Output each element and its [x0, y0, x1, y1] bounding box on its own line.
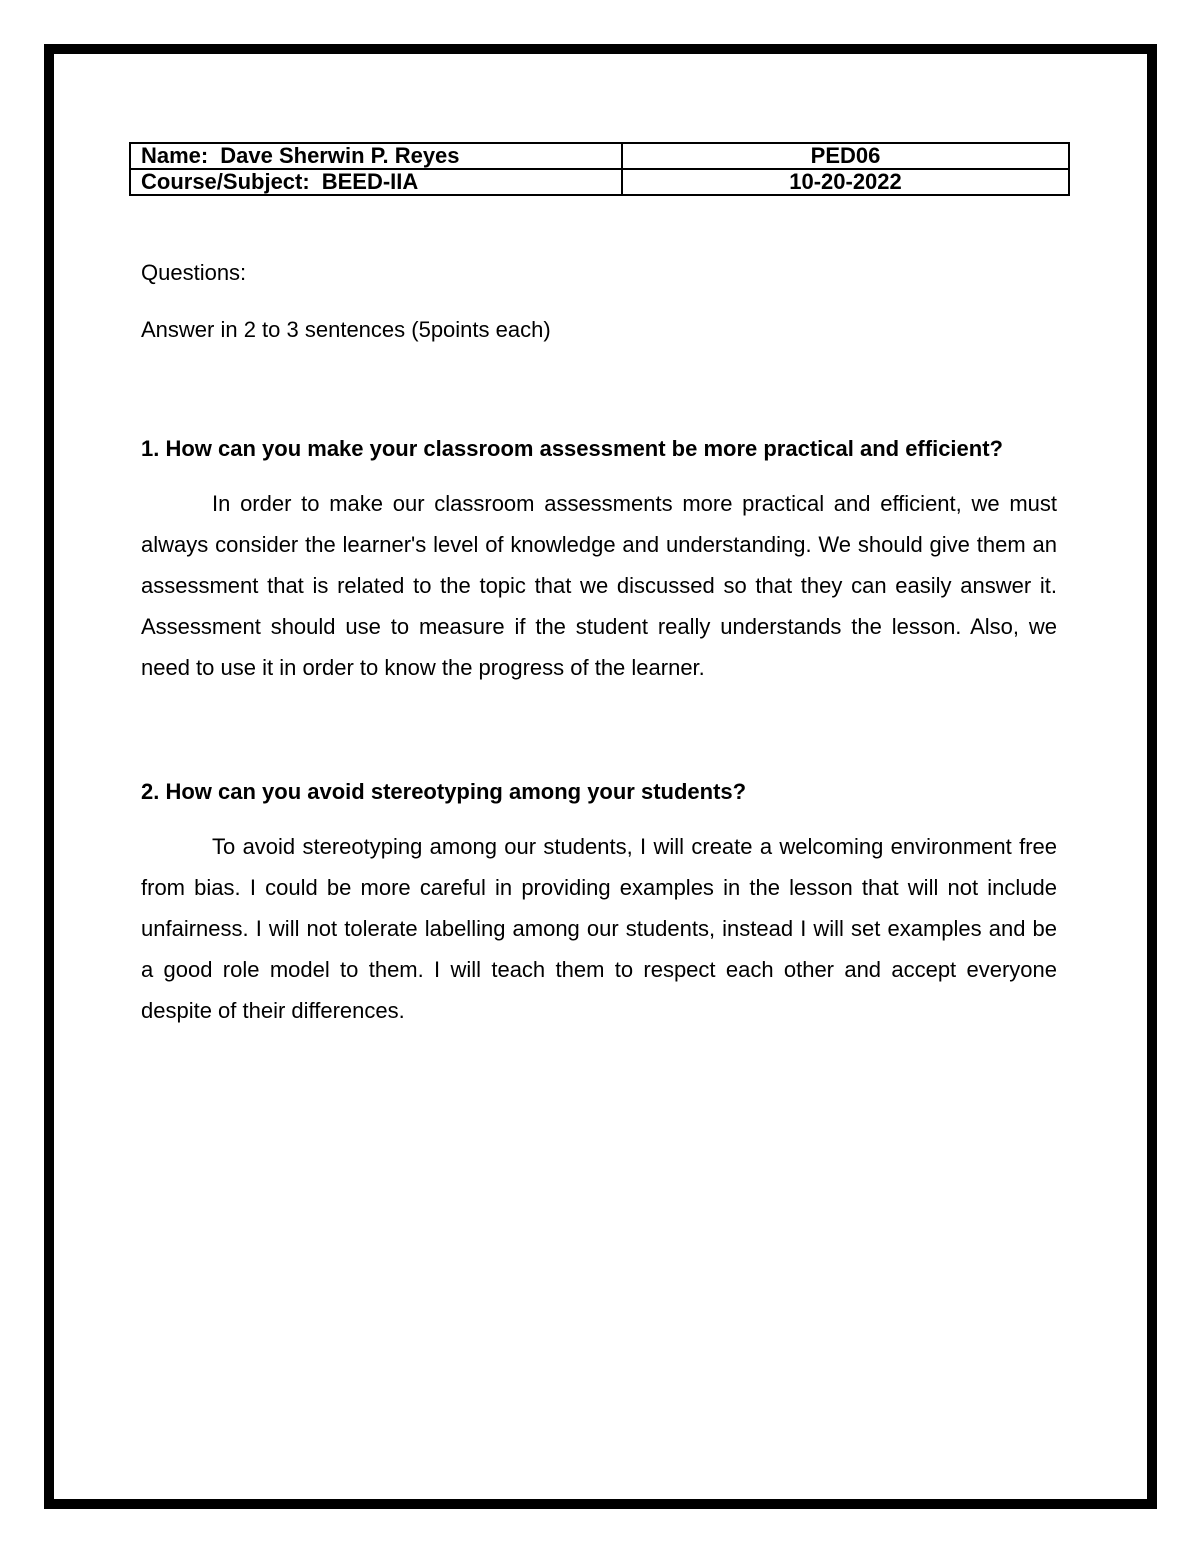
- info-row-course: [130, 169, 1069, 195]
- course-subject-value: BEED-IIA: [321, 169, 419, 194]
- question-2: 2. How can you avoid stereotyping among your students?: [141, 779, 747, 804]
- questions-heading: Questions:: [141, 260, 247, 285]
- name-cell: [130, 143, 622, 169]
- instructions-text: Answer in 2 to 3 sentences (5points each): [141, 317, 551, 342]
- course-code: PED06: [810, 143, 881, 168]
- student-info-table: [129, 142, 1070, 196]
- answer-1: In order to make our classroom assessments more practical and efficient, we must always consider the learner's level of knowledge and understanding. We should give them an assessment that is related to the topic that we discussed so that they can easily answer it. Assessment should use to measure if the student really understands the lesson. Also, we need to use it in order to know the progress of the learner.: [141, 491, 1057, 680]
- course-subject-cell: [130, 169, 622, 195]
- submission-date: 10-20-2022: [789, 169, 902, 194]
- course-subject-label: Course/Subject:: [141, 169, 310, 194]
- student-name: Dave Sherwin P. Reyes: [220, 143, 460, 168]
- course-code-cell: [622, 143, 1069, 169]
- question-1: 1. How can you make your classroom assessment be more practical and efficient?: [141, 436, 1003, 461]
- info-row-name: [130, 143, 1069, 169]
- name-label: Name:: [141, 143, 209, 168]
- date-cell: [622, 169, 1069, 195]
- answer-2: To avoid stereotyping among our students, I will create a welcoming environment free from bias. I could be more careful in providing examples in the lesson that will not include unfairness. I will not tolerate labelling among our students, instead I will set examples and be a good role model to them. I will teach them to respect each other and accept everyone despite of their differences.: [141, 834, 1057, 1023]
- document-body: [141, 258, 1057, 1031]
